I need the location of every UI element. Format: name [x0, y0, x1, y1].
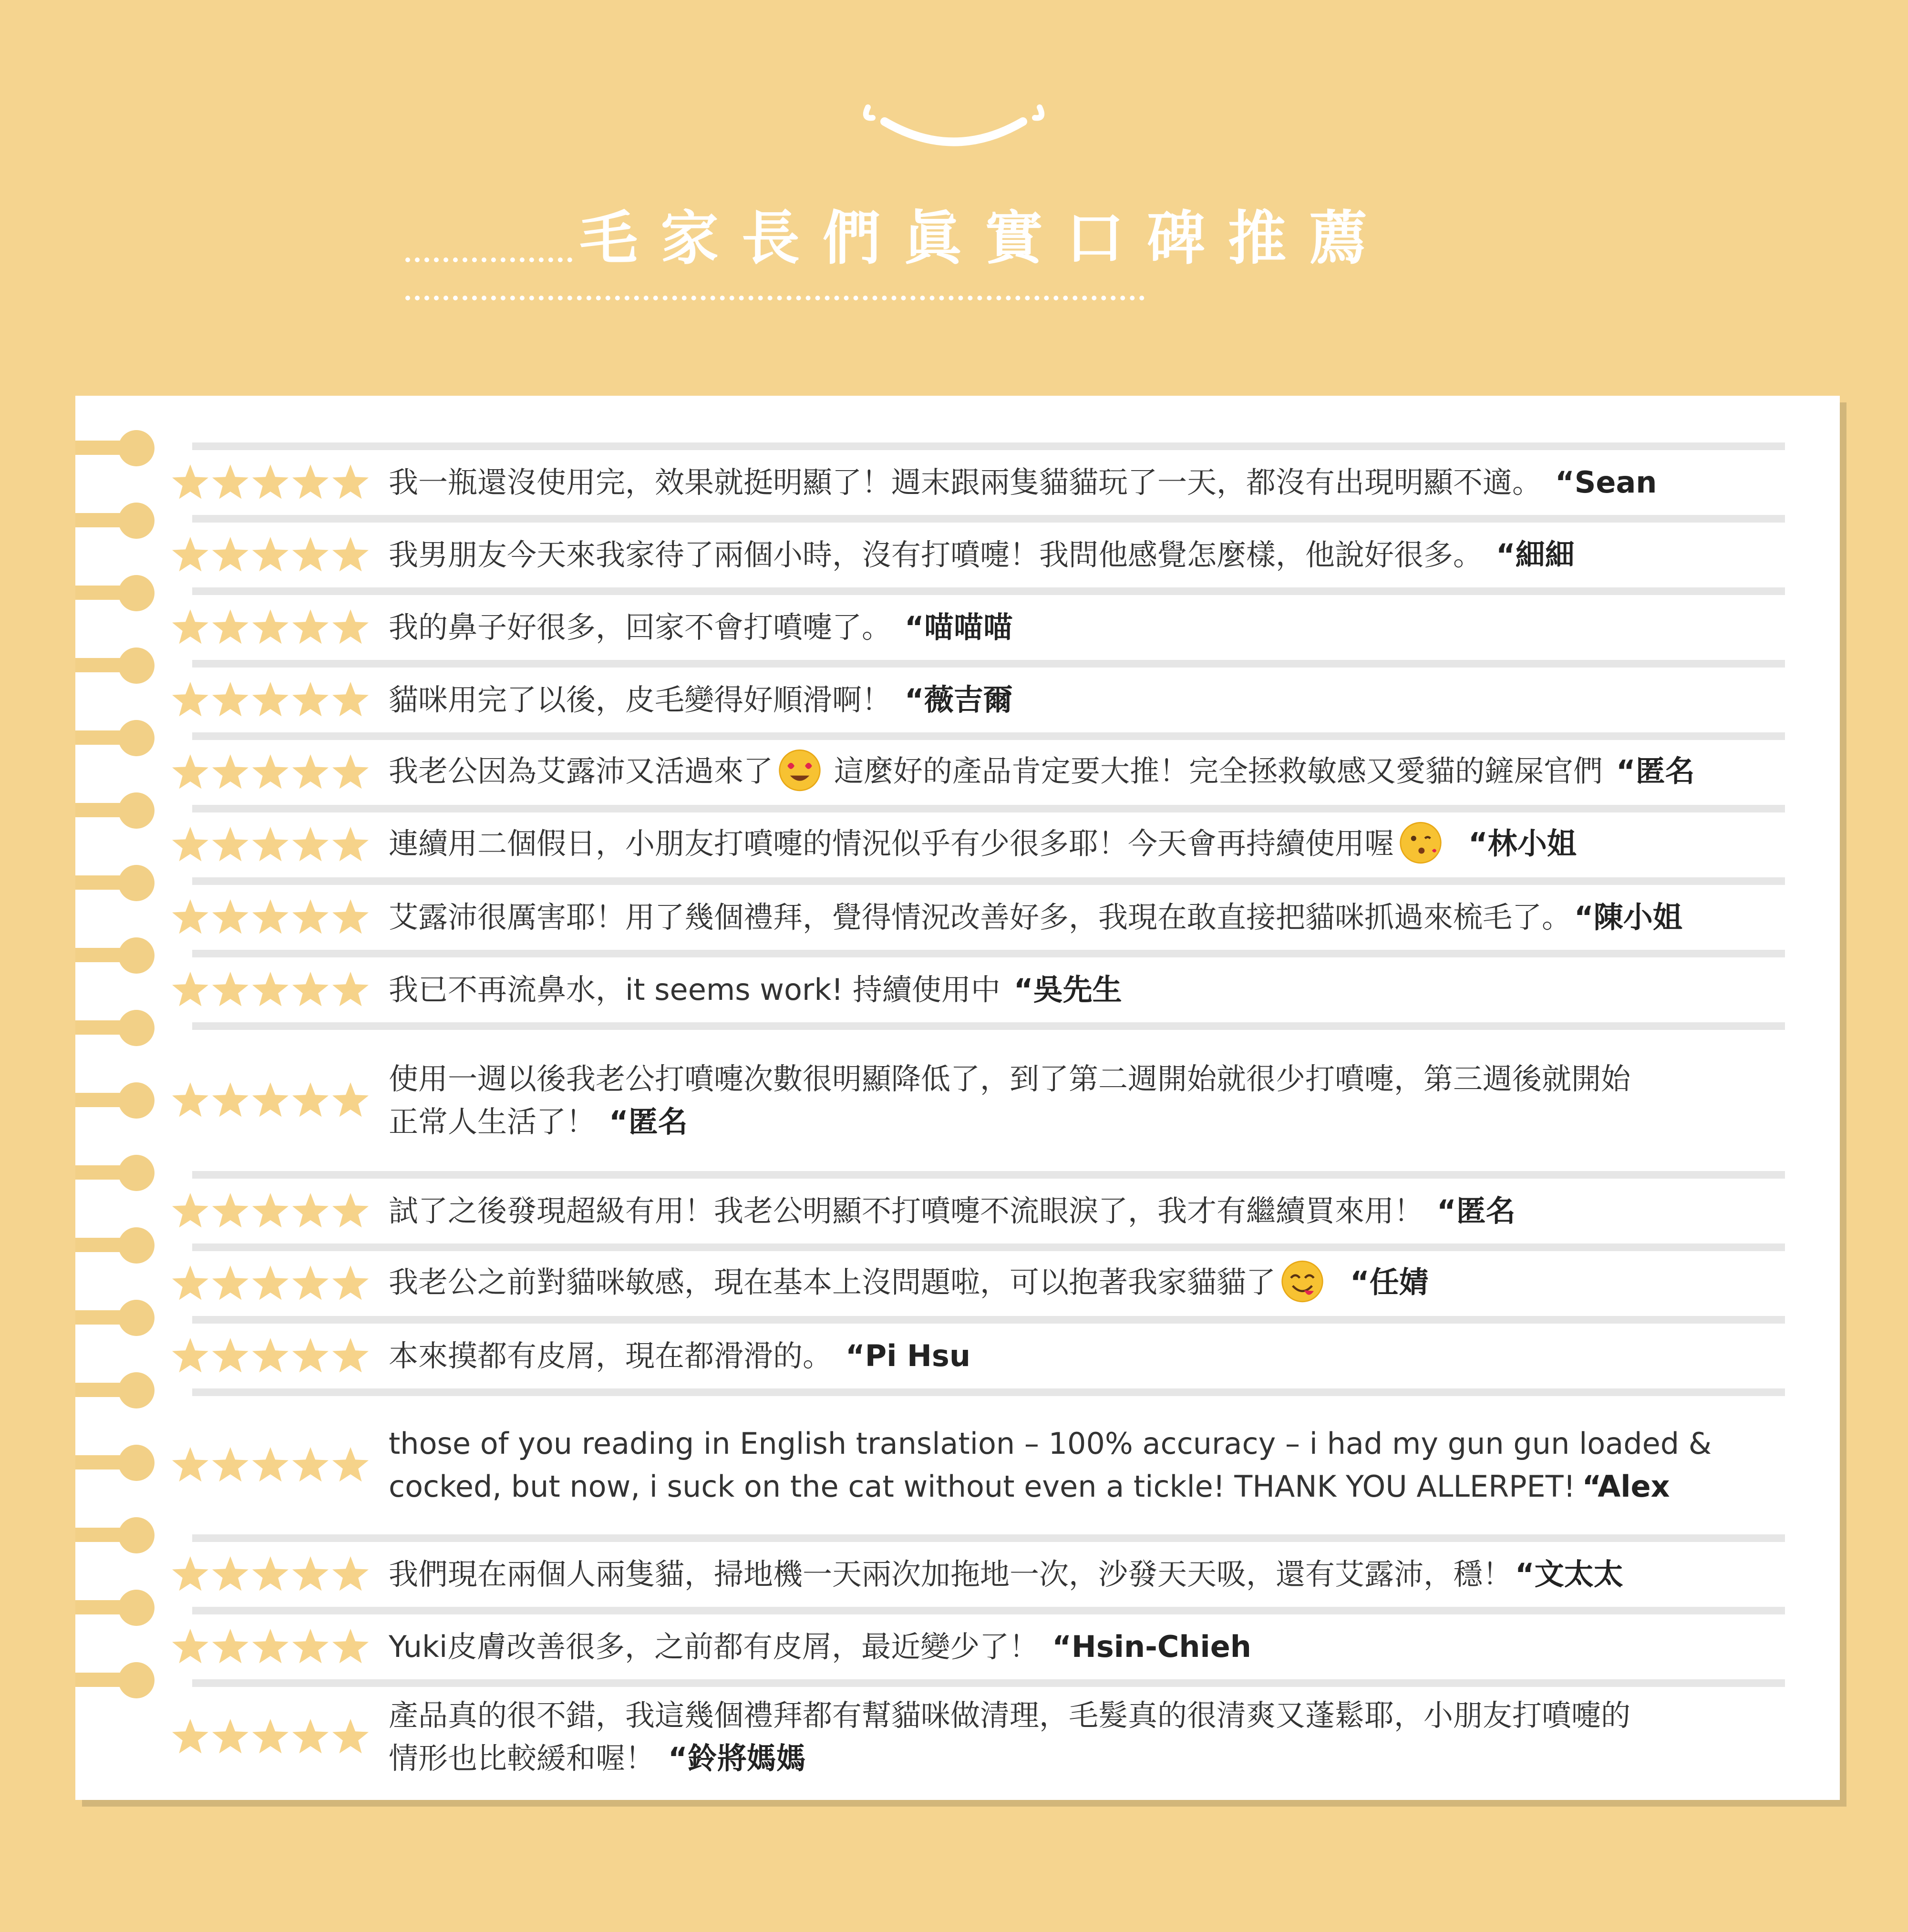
five-star-rating [171, 898, 371, 937]
reviewer-name: “吳先生 [1013, 972, 1122, 1007]
row-divider [192, 1534, 1785, 1542]
star-icon [252, 899, 289, 934]
star-icon [292, 899, 329, 934]
reviewer-name: “匿名 [1437, 1193, 1516, 1228]
star-icon [172, 1193, 208, 1227]
binding-ring [75, 647, 155, 684]
review-body: 連續用二個假日，小朋友打噴嚏的情況似乎有少很多耶！今天會再持續使用喔 [389, 826, 1394, 861]
star-icon [252, 609, 289, 644]
review-body: 產品真的很不錯，我這幾個禮拜都有幫貓咪做清理，毛髮真的很清爽又蓬鬆耶，小朋友打噴嚏的 [389, 1698, 1631, 1733]
star-icon [172, 1082, 208, 1117]
review-body: Yuki皮膚改善很多，之前都有皮屑，最近變少了！ [389, 1629, 1039, 1664]
star-icon [332, 827, 369, 861]
five-star-rating [171, 970, 371, 1009]
review-text [389, 1190, 1516, 1233]
smile-icon [858, 93, 1049, 160]
five-star-rating [171, 753, 371, 792]
dotted-divider [405, 296, 1145, 300]
star-icon [212, 1556, 248, 1591]
review-row [171, 595, 1840, 660]
row-divider [192, 805, 1785, 812]
kissing-emoji-icon [1399, 821, 1443, 864]
reviewer-name: “薇吉爾 [905, 682, 1013, 717]
star-icon [292, 754, 329, 789]
page-title: 毛家長們眞實口碑推薦 [579, 205, 1390, 272]
reviewer-name: “Hsin-Chieh [1052, 1629, 1251, 1664]
review-body: 我一瓶還沒使用完，效果就挺明顯了！週末跟兩隻貓貓玩了一天，都沒有出現明顯不適。 [389, 465, 1542, 500]
review-text [389, 896, 1682, 939]
star-icon [172, 899, 208, 934]
review-body: cocked, but now, i suck on the cat without even a tickle! THANK YOU ALLERPET! [389, 1469, 1576, 1504]
review-row [171, 957, 1840, 1022]
row-divider [192, 1679, 1785, 1687]
star-icon [332, 537, 369, 571]
binding-ring [75, 865, 155, 901]
star-icon [172, 609, 208, 644]
review-body: those of you reading in English translation – 100% accuracy – i had my gun gun loaded & [389, 1426, 1712, 1461]
five-star-rating [171, 1717, 371, 1757]
binding-ring [75, 1445, 155, 1481]
five-star-rating [171, 1192, 371, 1231]
star-icon [172, 682, 208, 716]
review-text [389, 606, 1013, 649]
star-icon [252, 1629, 289, 1663]
row-divider [192, 442, 1785, 450]
star-icon [212, 1719, 248, 1753]
review-text [389, 1553, 1623, 1596]
star-icon [292, 464, 329, 499]
review-text [389, 1335, 970, 1377]
five-star-rating [171, 1555, 371, 1594]
star-icon [332, 464, 369, 499]
review-body: 正常人生活了！ [389, 1104, 596, 1139]
star-icon [292, 1338, 329, 1372]
star-icon [332, 1629, 369, 1663]
star-icon [332, 609, 369, 644]
reviewer-name: “Sean [1555, 465, 1657, 500]
star-icon [292, 1556, 329, 1591]
row-divider [192, 1171, 1785, 1179]
review-row [171, 885, 1840, 950]
binding-ring [75, 430, 155, 466]
review-text [389, 1422, 1712, 1508]
star-icon [292, 1719, 329, 1753]
star-icon [252, 1082, 289, 1117]
star-icon [172, 1265, 208, 1300]
row-divider [192, 732, 1785, 740]
row-divider [192, 1243, 1785, 1251]
binding-ring [75, 1155, 155, 1191]
review-body: 情形也比較緩和喔！ [389, 1741, 655, 1776]
star-icon [332, 682, 369, 716]
star-icon [292, 1447, 329, 1481]
yum-emoji-icon [1280, 1259, 1324, 1303]
star-icon [292, 1082, 329, 1117]
reviewer-name: “匿名 [609, 1104, 688, 1139]
five-star-rating [171, 463, 371, 502]
row-divider [192, 1022, 1785, 1030]
star-icon [332, 1082, 369, 1117]
five-star-rating [171, 825, 371, 864]
five-star-rating [171, 1264, 371, 1303]
star-icon [212, 464, 248, 499]
review-body: 我男朋友今天來我家待了兩個小時，沒有打噴嚏！我問他感覺怎麼樣，他說好很多。 [389, 537, 1483, 572]
review-body: 試了之後發現超級有用！我老公明顯不打噴嚏不流眼淚了，我才有繼續買來用！ [389, 1193, 1424, 1228]
star-icon [292, 682, 329, 716]
reviewer-name: “Pi Hsu [846, 1338, 970, 1373]
star-icon [252, 1265, 289, 1300]
star-icon [332, 972, 369, 1006]
row-divider [192, 515, 1785, 523]
binding-ring [75, 1662, 155, 1698]
review-body: 使用一週以後我老公打噴嚏次數很明顯降低了，到了第二週開始就很少打噴嚏，第三週後就開始 [389, 1061, 1631, 1096]
binding-ring [75, 503, 155, 539]
binding-ring [75, 575, 155, 611]
reviewer-name: “鈴將媽媽 [668, 1741, 806, 1776]
review-body: 我老公因為艾露沛又活過來了 [389, 753, 774, 789]
reviewer-name: “林小姐 [1468, 826, 1577, 861]
binding-ring [75, 1082, 155, 1119]
star-icon [252, 537, 289, 571]
row-divider [192, 587, 1785, 595]
star-icon [252, 1193, 289, 1227]
star-icon [332, 1338, 369, 1372]
star-icon [212, 754, 248, 789]
star-icon [172, 1629, 208, 1663]
star-icon [332, 899, 369, 934]
review-row [171, 812, 1840, 877]
dotted-divider [405, 257, 572, 262]
star-icon [252, 1447, 289, 1481]
star-icon [332, 1447, 369, 1481]
review-body: 我的鼻子好很多，回家不會打噴嚏了。 [389, 610, 892, 645]
star-icon [332, 1556, 369, 1591]
star-icon [212, 609, 248, 644]
review-row [171, 450, 1840, 515]
binding-ring [75, 720, 155, 756]
review-row [171, 523, 1840, 587]
review-row [171, 1614, 1840, 1679]
star-icon [212, 537, 248, 571]
review-body: 艾露沛很厲害耶！用了幾個禮拜，覺得情況改善好多，我現在敢直接把貓咪抓過來梳毛了。 [389, 900, 1572, 935]
five-star-rating [171, 680, 371, 719]
star-icon [292, 537, 329, 571]
star-icon [252, 1556, 289, 1591]
binding-ring [75, 792, 155, 829]
review-row [171, 1396, 1840, 1534]
row-divider [192, 660, 1785, 668]
review-body: 我老公之前對貓咪敏感，現在基本上沒問題啦，可以抱著我家貓貓了 [389, 1264, 1276, 1300]
star-icon [252, 1719, 289, 1753]
binding-ring [75, 1372, 155, 1408]
star-icon [212, 972, 248, 1006]
review-text [389, 1261, 1429, 1306]
review-text [389, 1694, 1630, 1780]
review-row [171, 740, 1840, 805]
review-row [171, 1324, 1840, 1388]
review-row [171, 1179, 1840, 1243]
reviewer-name: “任婧 [1350, 1264, 1429, 1300]
review-text [389, 968, 1122, 1011]
reviewer-name: “Alex [1582, 1469, 1670, 1504]
review-body: 貓咪用完了以後，皮毛變得好順滑啊！ [389, 682, 892, 717]
star-icon [252, 464, 289, 499]
row-divider [192, 950, 1785, 957]
star-icon [212, 1338, 248, 1372]
star-icon [212, 899, 248, 934]
review-body: 這麼好的產品肯定要大推！完全拯救敏感又愛貓的鏟屎官們 [834, 753, 1603, 789]
review-text [389, 461, 1657, 504]
review-text [389, 822, 1577, 868]
notebook-paper [75, 396, 1840, 1800]
star-icon [292, 827, 329, 861]
reviewer-name: “匿名 [1616, 753, 1695, 789]
star-icon [212, 682, 248, 716]
review-text [389, 750, 1695, 795]
heart-eyes-emoji-icon [778, 748, 822, 792]
five-star-rating [171, 1081, 371, 1120]
review-text [389, 678, 1013, 721]
star-icon [172, 972, 208, 1006]
star-icon [332, 1719, 369, 1753]
star-icon [252, 754, 289, 789]
star-icon [292, 609, 329, 644]
star-icon [292, 1265, 329, 1300]
star-icon [172, 464, 208, 499]
review-body: 我們現在兩個人兩隻貓，掃地機一天兩次加拖地一次，沙發天天吸，還有艾露沛，穩！ [389, 1557, 1513, 1592]
star-icon [212, 1265, 248, 1300]
five-star-rating [171, 608, 371, 647]
binding-ring [75, 1010, 155, 1046]
star-icon [172, 1719, 208, 1753]
star-icon [212, 1193, 248, 1227]
review-text [389, 1625, 1251, 1668]
star-icon [172, 1556, 208, 1591]
star-icon [292, 1193, 329, 1227]
five-star-rating [171, 1627, 371, 1666]
star-icon [172, 1338, 208, 1372]
star-icon [332, 1193, 369, 1227]
reviewer-name: “喵喵喵 [905, 610, 1013, 645]
review-body: 本來摸都有皮屑，現在都滑滑的。 [389, 1338, 833, 1373]
star-icon [172, 754, 208, 789]
five-star-rating [171, 535, 371, 575]
row-divider [192, 1388, 1785, 1396]
reviewer-name: “陳小姐 [1574, 900, 1682, 935]
binding-ring [75, 1590, 155, 1626]
star-icon [252, 682, 289, 716]
binding-ring [75, 937, 155, 974]
binding-ring [75, 1300, 155, 1336]
review-body: 我已不再流鼻水，it seems work! 持續使用中 [389, 972, 1000, 1007]
star-icon [212, 827, 248, 861]
reviewer-name: “細細 [1496, 537, 1575, 572]
binding-ring [75, 1227, 155, 1264]
row-divider [192, 1316, 1785, 1324]
review-row [171, 1251, 1840, 1316]
row-divider [192, 877, 1785, 885]
review-row [171, 1687, 1840, 1787]
review-row [171, 668, 1840, 732]
review-row [171, 1030, 1840, 1171]
binding-ring [75, 1517, 155, 1553]
star-icon [252, 1338, 289, 1372]
review-row [171, 1542, 1840, 1607]
star-icon [212, 1447, 248, 1481]
five-star-rating [171, 1446, 371, 1485]
reviewer-name: “文太太 [1515, 1557, 1623, 1592]
star-icon [292, 972, 329, 1006]
star-icon [252, 972, 289, 1006]
star-icon [172, 537, 208, 571]
star-icon [332, 1265, 369, 1300]
star-icon [212, 1629, 248, 1663]
star-icon [212, 1082, 248, 1117]
row-divider [192, 1607, 1785, 1614]
star-icon [252, 827, 289, 861]
star-icon [172, 1447, 208, 1481]
star-icon [172, 827, 208, 861]
star-icon [292, 1629, 329, 1663]
review-text [389, 534, 1575, 576]
star-icon [332, 754, 369, 789]
five-star-rating [171, 1336, 371, 1376]
review-text [389, 1058, 1630, 1143]
